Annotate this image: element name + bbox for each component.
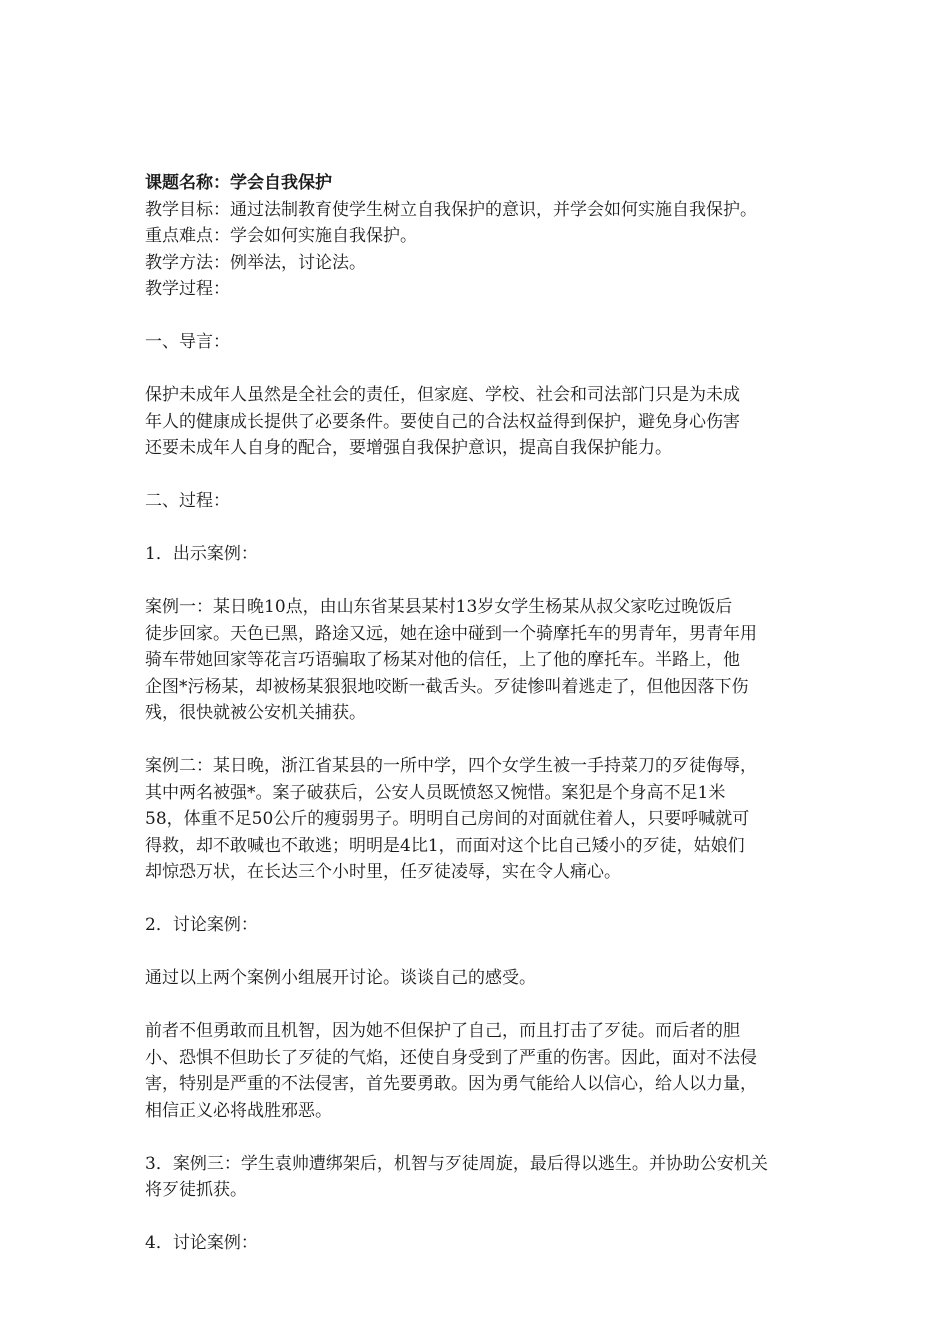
- section-intro-heading: 一、导言：: [145, 332, 230, 352]
- intro-paragraph: [145, 382, 815, 462]
- discussion-line: 相信正义必将战胜邪恶。: [145, 1100, 332, 1121]
- spacer: [145, 515, 815, 542]
- discussion-line: 前者不但勇敢而且机智，因为她不但保护了自己，而且打击了歹徒。而后者的胆: [145, 1021, 740, 1041]
- case2-paragraph: [145, 753, 815, 886]
- case1-line: 企图*污杨某，却被杨某狠狠地咬断一截舌头。歹徒惨叫着逃走了，但他因落下伤: [145, 676, 749, 697]
- case1-line: 残，很快就被公安机关捕获。: [145, 703, 366, 723]
- teaching-process-label: 教学过程：: [145, 279, 230, 299]
- case2-line: 却惊恐万状，在长达三个小时里，任歹徒凌辱，实在令人痛心。: [145, 862, 621, 882]
- case2-line: 案例二：某日晚，浙江省某县的一所中学，四个女学生被一手持菜刀的歹徒侮辱，: [145, 756, 757, 776]
- teaching-goal: 教学目标：通过法制教育使学生树立自我保护的意识，并学会如何实施自我保护。: [145, 199, 757, 220]
- intro-line: 保护未成年人虽然是全社会的责任，但家庭、学校、社会和司法部门只是为未成: [145, 385, 740, 405]
- case2-line: 得救，却不敢喊也不敢逃；明明是4比1，而面对这个比自己矮小的歹徒，姑娘们: [145, 835, 745, 856]
- lesson-title: 课题名称：学会自我保护: [145, 173, 332, 193]
- case1-line: 案例一：某日晚10点，由山东省某县某村13岁女学生杨某从叔父家吃过晚饭后: [145, 597, 733, 617]
- spacer: [145, 356, 815, 383]
- step1-heading: 1．出示案例：: [145, 544, 258, 564]
- case3-paragraph: [145, 1151, 815, 1204]
- spacer: [145, 1204, 815, 1231]
- case2-line: 58，体重不足50公斤的瘦弱男子。明明自己房间的对面就住着人，只要呼喊就可: [145, 809, 750, 829]
- spacer: [145, 886, 815, 913]
- case3-line: 3．案例三：学生袁帅遭绑架后，机智与歹徒周旋，最后得以逃生。并协助公安机关: [145, 1153, 768, 1174]
- teaching-method: 教学方法：例举法，讨论法。: [145, 252, 366, 273]
- spacer: [145, 568, 815, 595]
- case1-line: 徒步回家。天色已黑，路途又远，她在途中碰到一个骑摩托车的男青年，男青年用: [145, 623, 757, 644]
- step2-heading: 2．讨论案例：: [145, 915, 258, 935]
- document-page: [145, 170, 815, 1257]
- case1-line: 骑车带她回家等花言巧语骗取了杨某对他的信任，上了他的摩托车。半路上，他: [145, 650, 740, 670]
- spacer: [145, 462, 815, 489]
- spacer: [145, 727, 815, 754]
- spacer: [145, 939, 815, 966]
- key-difficulty: 重点难点：学会如何实施自我保护。: [145, 226, 417, 246]
- step4-heading: 4．讨论案例：: [145, 1233, 258, 1253]
- discussion-line: 害，特别是严重的不法侵害，首先要勇敢。因为勇气能给人以信心，给人以力量，: [145, 1074, 757, 1094]
- intro-line: 年人的健康成长提供了必要条件。要使自己的合法权益得到保护，避免身心伤害: [145, 411, 740, 432]
- spacer: [145, 303, 815, 330]
- case3-line: 将歹徒抓获。: [145, 1180, 247, 1200]
- discussion-intro: 通过以上两个案例小组展开讨论。谈谈自己的感受。: [145, 968, 536, 988]
- discussion-line: 小、恐惧不但助长了歹徒的气焰，还使自身受到了严重的伤害。因此，面对不法侵: [145, 1047, 757, 1068]
- section-process-heading: 二、过程：: [145, 491, 230, 511]
- case1-paragraph: [145, 594, 815, 727]
- spacer: [145, 992, 815, 1019]
- spacer: [145, 1124, 815, 1151]
- intro-line: 还要未成年人自身的配合，要增强自我保护意识，提高自我保护能力。: [145, 438, 672, 458]
- case2-line: 其中两名被强*。案子破获后，公安人员既愤怒又惋惜。案犯是个身高不足1米: [145, 782, 726, 803]
- discussion-paragraph: [145, 1018, 815, 1124]
